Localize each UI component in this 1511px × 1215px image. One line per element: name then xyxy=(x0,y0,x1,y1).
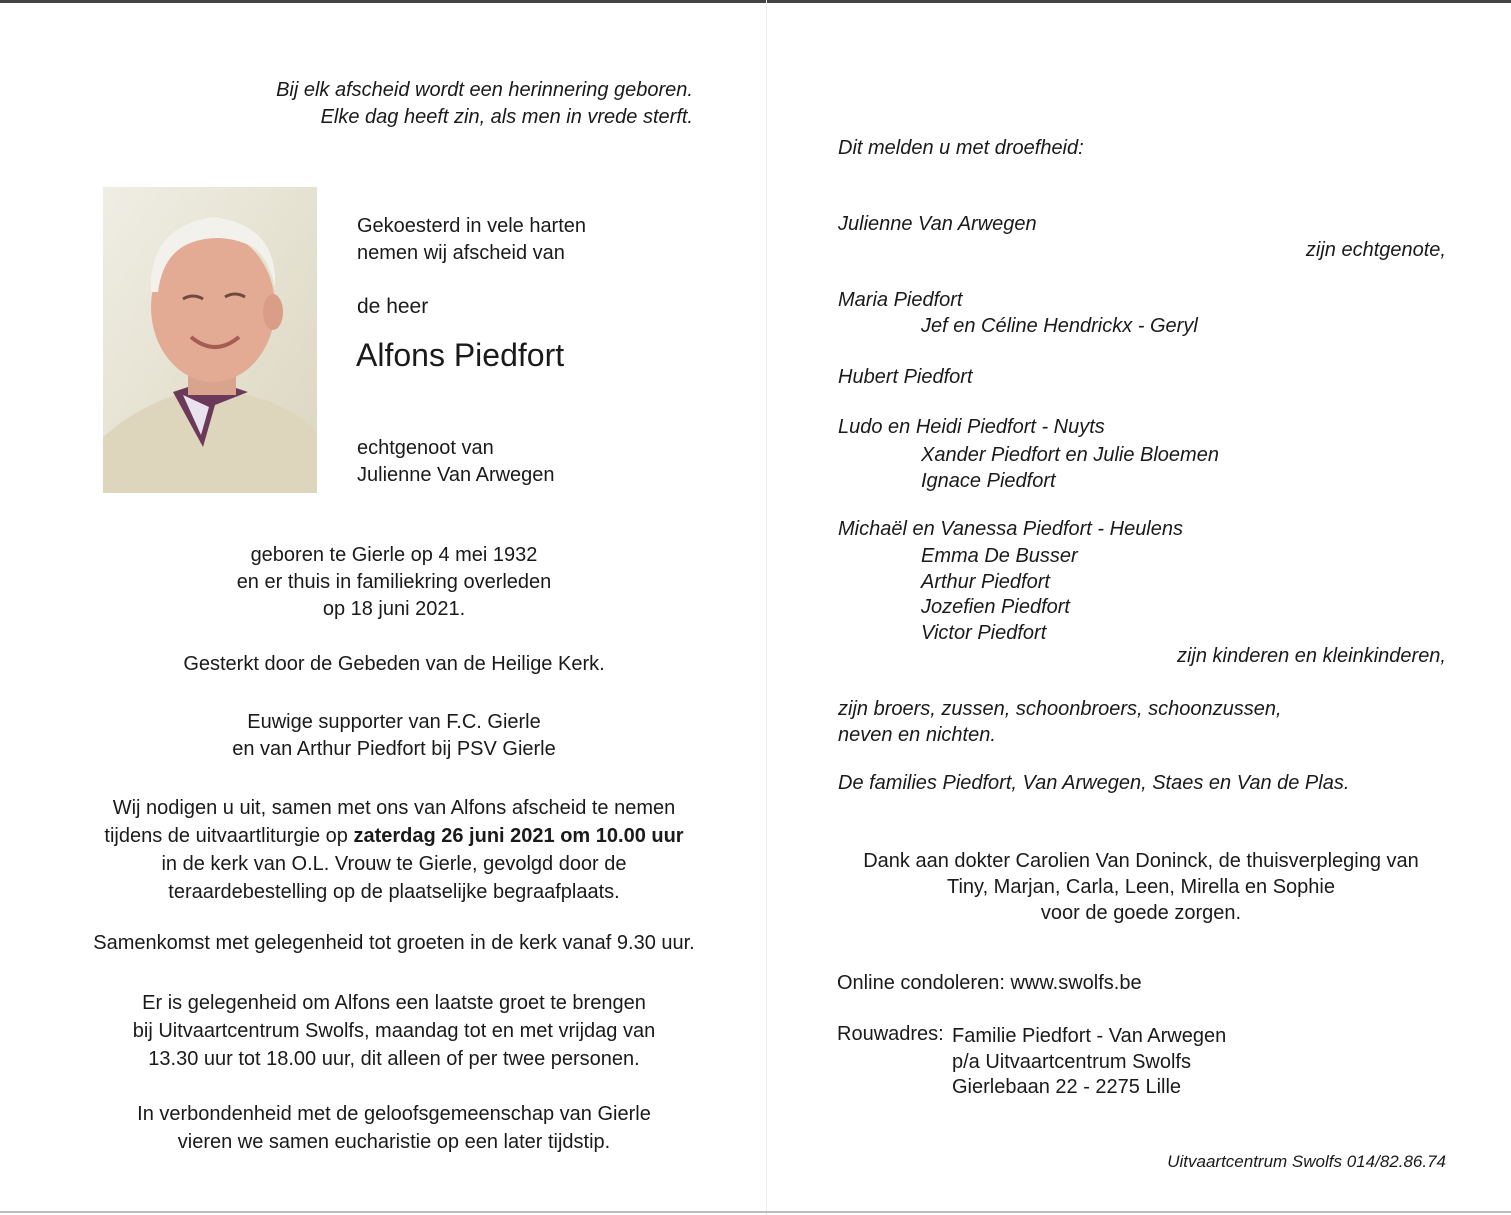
mass-line-1: In verbondenheid met de geloofsgemeenschap van Gierle xyxy=(137,1103,651,1125)
address-line-2: p/a Uitvaartcentrum Swolfs xyxy=(952,1050,1191,1073)
quote-line-1: Bij elk afscheid wordt een herinnering geboren. xyxy=(276,79,693,101)
online-condolences: Online condoleren: www.swolfs.be xyxy=(837,972,1142,994)
siblings-line-2: neven en nichten. xyxy=(838,724,996,746)
wife-role: zijn echtgenote, xyxy=(1305,239,1446,261)
thanks-line-3: voor de goede zorgen. xyxy=(1040,902,1242,924)
thanks-line-1: Dank aan dokter Carolien Van Doninck, de thuisverpleging van xyxy=(863,850,1419,872)
church-text: Gesterkt door de Gebeden van de Heilige Kerk. xyxy=(183,653,605,675)
family-hubert: Hubert Piedfort xyxy=(838,366,973,388)
greeting-line-1: Er is gelegenheid om Alfons een laatste groet te brengen xyxy=(142,992,646,1014)
invite-line-2 xyxy=(74,822,714,850)
spouse-line-1: echtgenoot van xyxy=(357,437,494,459)
mass-text xyxy=(74,1100,714,1156)
greeting-line-3: 13.30 uur tot 18.00 uur, dit alleen of per twee personen. xyxy=(148,1048,640,1070)
mass-line-2: vieren we samen eucharistie op een later tijdstip. xyxy=(177,1131,611,1153)
list-item: Jozefien Piedfort xyxy=(921,596,1070,618)
birth-death-text xyxy=(94,542,694,623)
invite-line-1: Wij nodigen u uit, samen met ons van Alfons afscheid te nemen xyxy=(112,797,676,819)
supporter-line-2: en van Arthur Piedfort bij PSV Gierle xyxy=(232,738,556,760)
mourning-address xyxy=(952,1024,1226,1101)
birth-line-2: en er thuis in familiekring overleden xyxy=(236,571,552,593)
invitation-text xyxy=(74,794,714,906)
list-item: Xander Piedfort en Julie Bloemen xyxy=(921,444,1219,466)
intro-line-1: Gekoesterd in vele harten xyxy=(357,215,587,237)
invite-line-2-text: tijdens de uitvaartliturgie op xyxy=(104,825,354,847)
greeting-line-2: bij Uitvaartcentrum Swolfs, maandag tot en met vrijdag van xyxy=(132,1020,656,1042)
honorific: de heer xyxy=(357,295,429,318)
address-line-3: Gierlebaan 22 - 2275 Lille xyxy=(952,1076,1182,1098)
list-item: Ignace Piedfort xyxy=(921,469,1056,492)
invite-line-3: in de kerk van O.L. Vrouw te Gierle, gevolgd door de xyxy=(161,853,627,875)
supporter-line-1: Euwige supporter van F.C. Gierle xyxy=(247,711,541,733)
family-ludo: Ludo en Heidi Piedfort - Nuyts xyxy=(838,416,1105,438)
families-text: De families Piedfort, Van Arwegen, Staes en Van de Plas. xyxy=(838,772,1350,794)
family-maria-sub: Jef en Céline Hendrickx - Geryl xyxy=(921,315,1198,337)
greeting-text xyxy=(74,989,714,1073)
card-fold xyxy=(766,0,767,1215)
list-item: Emma De Busser xyxy=(921,545,1078,567)
invite-line-4: teraardebestelling op de plaatselijke begraafplaats. xyxy=(168,881,620,903)
top-edge-line xyxy=(0,0,1511,3)
spouse-line-2: Julienne Van Arwegen xyxy=(357,464,555,486)
portrait-photo xyxy=(103,187,317,493)
deceased-name: Alfons Piedfort xyxy=(356,337,565,373)
opening-quote xyxy=(200,77,693,131)
address-line-1: Familie Piedfort - Van Arwegen xyxy=(952,1025,1227,1047)
siblings-text xyxy=(838,696,1282,748)
list-item: Arthur Piedfort xyxy=(921,570,1050,593)
spouse-text xyxy=(357,435,555,489)
announcement: Dit melden u met droefheid: xyxy=(838,137,1084,159)
thanks-text xyxy=(826,848,1456,926)
family-maria: Maria Piedfort xyxy=(838,289,963,311)
thanks-line-2: Tiny, Marjan, Carla, Leen, Mirella en Sophie xyxy=(947,876,1335,898)
address-label: Rouwadres: xyxy=(837,1023,944,1045)
funeral-date-time: zaterdag 26 juni 2021 om 10.00 uur xyxy=(353,825,684,847)
wife-name: Julienne Van Arwegen xyxy=(838,213,1037,235)
siblings-line-1: zijn broers, zussen, schoonbroers, schoonzussen, xyxy=(838,698,1282,720)
birth-line-1: geboren te Gierle op 4 mei 1932 xyxy=(250,544,538,566)
birth-line-3: op 18 juni 2021. xyxy=(322,598,466,620)
family-ludo-sub xyxy=(921,443,1219,494)
intro-text xyxy=(357,213,586,267)
funeral-home-footer: Uitvaartcentrum Swolfs 014/82.86.74 xyxy=(1167,1152,1446,1171)
gathering-text: Samenkomst met gelegenheid tot groeten in de kerk vanaf 9.30 uur. xyxy=(93,932,695,954)
supporter-text xyxy=(94,709,694,763)
list-item: Victor Piedfort xyxy=(921,621,1047,644)
bottom-edge-line xyxy=(0,1211,1511,1213)
intro-line-2: nemen wij afscheid van xyxy=(357,242,565,264)
family-michael: Michaël en Vanessa Piedfort - Heulens xyxy=(838,518,1183,540)
family-michael-sub xyxy=(921,544,1078,646)
quote-line-2: Elke dag heeft zin, als men in vrede sterft. xyxy=(320,106,693,128)
children-role: zijn kinderen en kleinkinderen, xyxy=(1176,645,1446,667)
